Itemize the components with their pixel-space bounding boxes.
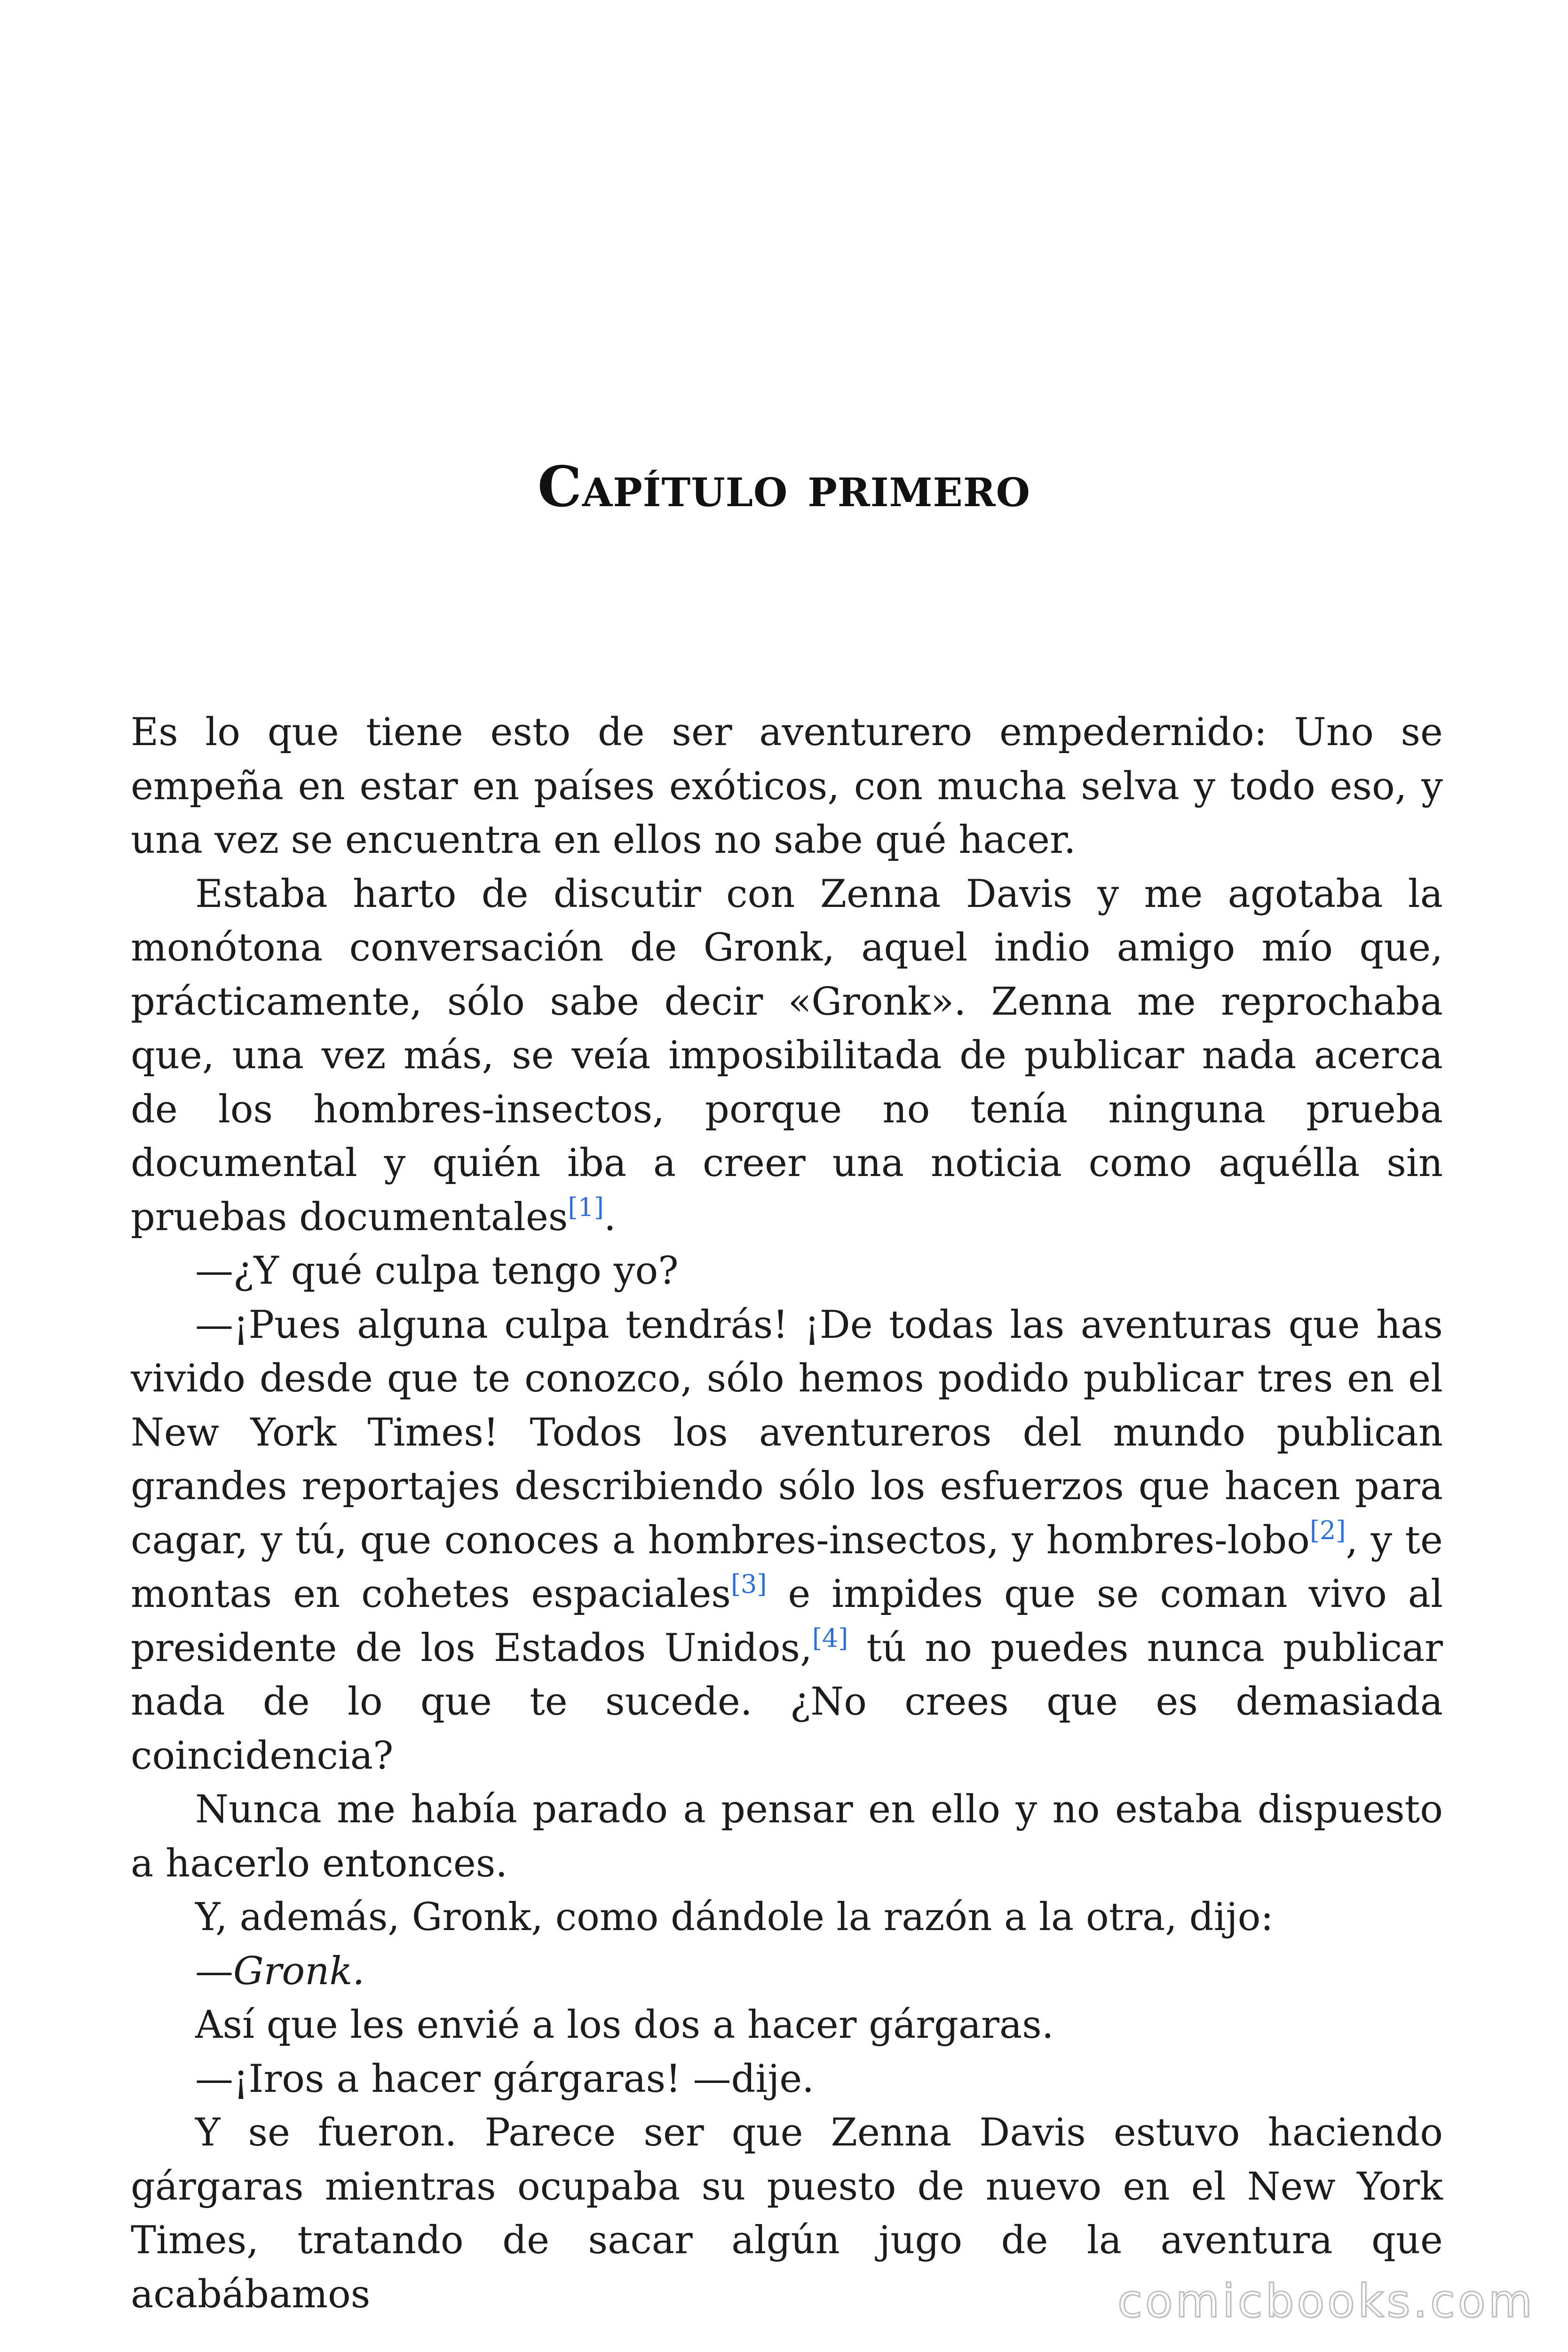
text-run: —¡Iros a hacer gárgaras! —dije. (195, 2057, 815, 2101)
text-run: e impides que se coman vivo al presidente de los Estados Unidos, (131, 1572, 1443, 1670)
paragraph (131, 1244, 1443, 1298)
text-run: —¡Pues alguna culpa tendrás! ¡De todas las aventuras que has vivido desde que te conozco, sólo hemos podido publicar tres en el New York Times! Todos los aventureros del mundo publican grandes reportajes describiendo sólo los esfuerzos que hacen para cagar, y tú, que conoces a hombres-insectos, y hombres-lobo (131, 1303, 1443, 1563)
text-run: tú no puedes nunca publicar nada de lo que te sucede. ¿No crees que es demasiada coincidencia? (131, 1626, 1443, 1778)
text-run: Es lo que tiene esto de ser aventurero empedernido: Uno se empeña en estar en países exóticos, con mucha selva y todo eso, y una vez se encuentra en ellos no sabe qué hacer. (131, 710, 1443, 862)
footnote-link[interactable]: [4] (812, 1623, 848, 1653)
chapter-title: Capítulo primero (537, 454, 1031, 519)
paragraph (131, 1998, 1443, 2052)
text-run: . (603, 1195, 616, 1240)
paragraph (131, 1783, 1443, 1891)
site-watermark: comicbooks.com (1117, 2275, 1535, 2328)
text-run: —¿Y qué culpa tengo yo? (195, 1249, 679, 1293)
italic-text: Gronk. (233, 1949, 365, 1994)
text-run: Y, además, Gronk, como dándole la razón a la otra, dijo: (195, 1895, 1274, 1939)
footnote-link[interactable]: [1] (568, 1192, 604, 1222)
paragraph (131, 1891, 1443, 1945)
paragraph (131, 2052, 1443, 2106)
text-run: , y te montas en cohetes espaciales (131, 1518, 1443, 1616)
footnote-link[interactable]: [3] (730, 1569, 767, 1599)
footnote-link[interactable]: [2] (1309, 1515, 1346, 1545)
paragraph (131, 867, 1443, 1245)
text-run: Nunca me había parado a pensar en ello y no estaba dispuesto a hacerlo entonces. (131, 1788, 1443, 1886)
paragraph (131, 706, 1443, 867)
paragraph (131, 1298, 1443, 1783)
text-run: Así que les envié a los dos a hacer gárgaras. (195, 2003, 1054, 2047)
text-run: Y se fueron. Parece ser que Zenna Davis estuvo haciendo gárgaras mientras ocupaba su puesto de nuevo en el New York Times, tratando de sacar algún jugo de la aventura que acabábamos (131, 2111, 1443, 2317)
paragraph (131, 1945, 1443, 1999)
text-run: Estaba harto de discutir con Zenna Davis y me agotaba la monótona conversación de Gronk, aquel indio amigo mío que, prácticamente, sólo sabe decir «Gronk». Zenna me reprochaba que, una vez más, se veía imposibilitada de publicar nada acerca de los hombres-insectos, porque no tenía ninguna prueba documental y quién iba a creer una noticia como aquélla sin pruebas documentales (131, 872, 1443, 1240)
chapter-body (131, 706, 1443, 2321)
text-run: — (195, 1949, 233, 1994)
